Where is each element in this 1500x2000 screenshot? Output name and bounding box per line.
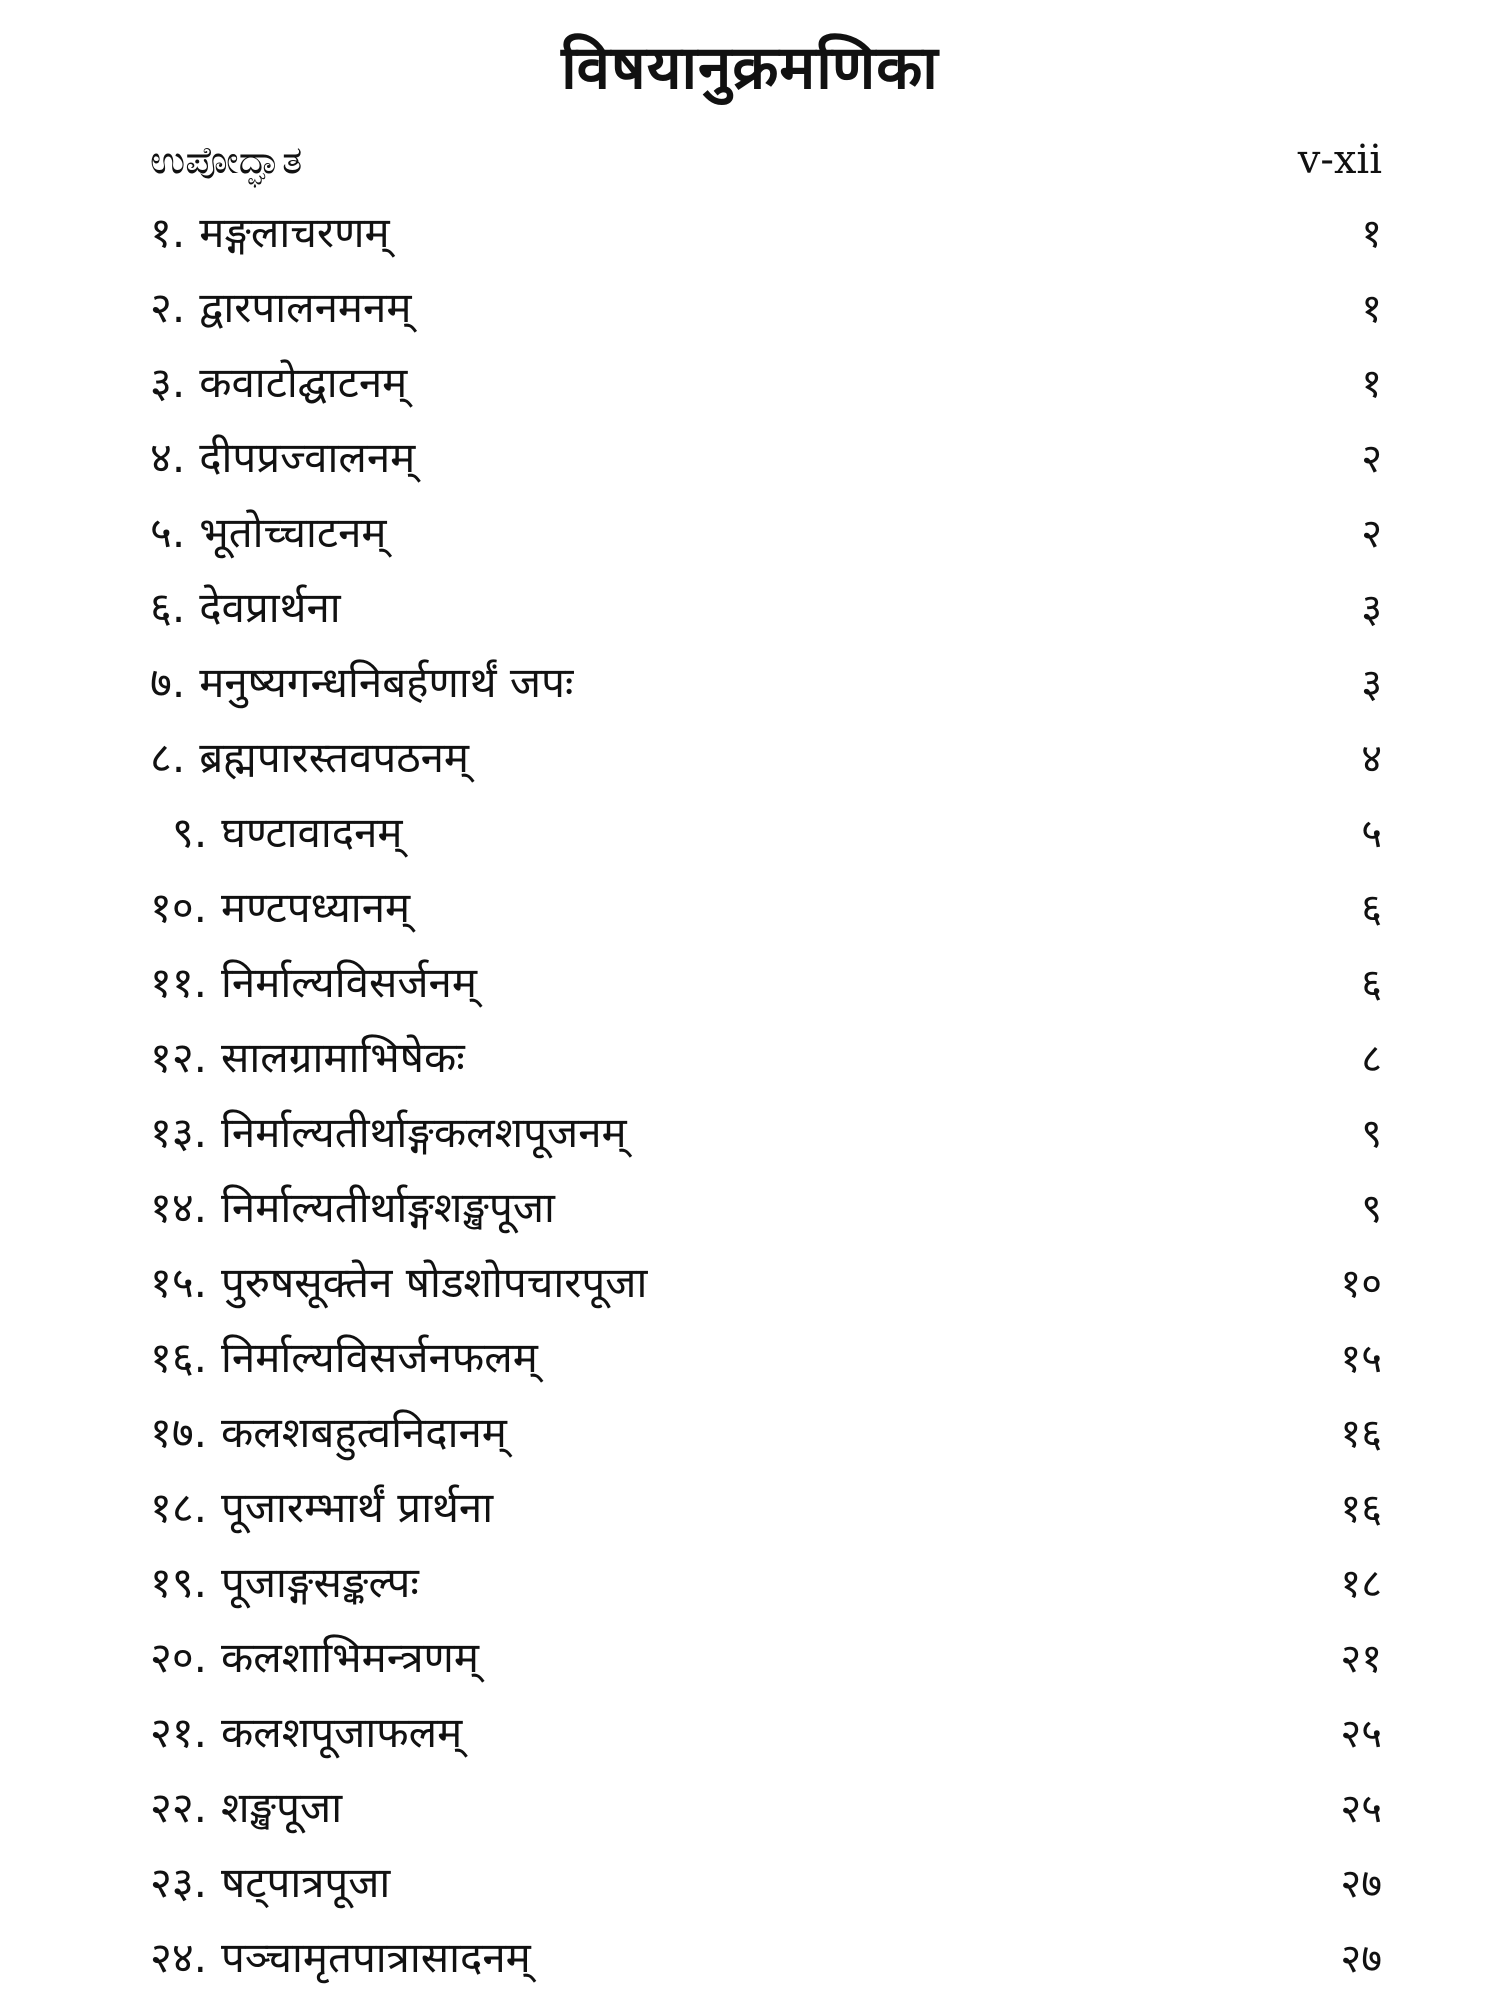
introduction-label: ಉಪೋದ್ಘಾತ (150, 138, 303, 182)
toc-row (150, 1395, 1382, 1470)
entry-number: १०. (150, 883, 208, 932)
entry-number: १. (150, 208, 186, 257)
toc-row (150, 1170, 1382, 1245)
entry-title: निर्माल्यविसर्जनफलम् (221, 1333, 538, 1382)
toc-row (150, 1770, 1382, 1845)
toc-entry (150, 645, 573, 720)
entry-title: कलशपूजाफलम् (221, 1708, 463, 1757)
toc-entry (150, 1920, 531, 1995)
toc-entry (150, 1320, 538, 1395)
entry-title: पञ्चामृतपात्रासादनम् (221, 1933, 531, 1982)
entry-number: २१. (150, 1708, 208, 1757)
entry-title: पूजाङ्गसङ्कल्पः (221, 1558, 419, 1607)
entry-page-number: १८ (1340, 1561, 1382, 1607)
toc-row (150, 1920, 1382, 1995)
entry-number: १९. (150, 1558, 208, 1607)
entry-number: ३. (150, 358, 186, 407)
entry-title: शङ्खपूजा (221, 1783, 343, 1832)
entry-number: १८. (150, 1483, 208, 1532)
entry-page-number: ४ (1361, 736, 1382, 782)
entry-title: मनुष्यगन्धनिबर्हणार्थं जपः (199, 658, 574, 707)
entry-title: निर्माल्यतीर्थाङ्गकलशपूजनम् (221, 1108, 627, 1157)
entry-title: कलशबहुत्वनिदानम् (221, 1408, 507, 1457)
entry-number: १४. (150, 1183, 208, 1232)
toc-row (150, 1545, 1382, 1620)
entry-page-number: २ (1361, 436, 1382, 482)
toc-entry (150, 270, 411, 345)
toc-entry (150, 870, 410, 945)
entry-title: कवाटोद्घाटनम् (199, 358, 408, 407)
toc-entry (150, 1395, 507, 1470)
toc-row (150, 1470, 1382, 1545)
entry-page-number: ९ (1361, 1111, 1382, 1157)
entry-page-number: ३ (1361, 586, 1382, 632)
toc-row-introduction (150, 125, 1382, 195)
entry-title: मङ्गलाचरणम् (199, 208, 390, 257)
entry-title: भूतोच्चाटनम् (199, 508, 387, 557)
table-of-contents (150, 125, 1382, 1995)
entry-page-number: १ (1361, 286, 1382, 332)
entry-number: १२. (150, 1033, 208, 1082)
toc-row (150, 1695, 1382, 1770)
entry-title: निर्माल्यतीर्थाङ्गशङ्खपूजा (221, 1183, 555, 1232)
toc-row (150, 270, 1382, 345)
toc-entry (150, 1470, 493, 1545)
toc-row (150, 1095, 1382, 1170)
entry-page-number: १ (1361, 361, 1382, 407)
toc-row (150, 720, 1382, 795)
entry-number: ९. (172, 808, 208, 857)
entry-page-number: २५ (1340, 1711, 1382, 1757)
entry-page-number: २१ (1340, 1636, 1382, 1682)
toc-entry (150, 795, 403, 870)
entry-page-number: १६ (1340, 1486, 1382, 1532)
entry-page-number: ६ (1361, 886, 1382, 932)
entry-title: सालग्रामाभिषेकः (221, 1033, 465, 1082)
entry-number: १५. (150, 1258, 208, 1307)
toc-row (150, 945, 1382, 1020)
toc-row (150, 795, 1382, 870)
entry-page-number: २ (1361, 511, 1382, 557)
entry-title: द्वारपालनमनम् (199, 283, 412, 332)
entry-page-number: ९ (1361, 1186, 1382, 1232)
entry-title: देवप्रार्थना (199, 583, 341, 632)
toc-entry (150, 1095, 627, 1170)
entry-number: १६. (150, 1333, 208, 1382)
entry-title: कलशाभिमन्त्रणम् (221, 1633, 480, 1682)
toc-entry (150, 1545, 419, 1620)
entry-number: २३. (150, 1858, 208, 1907)
entry-number: १३. (150, 1108, 208, 1157)
toc-entry (150, 570, 341, 645)
entry-page-number: १० (1340, 1261, 1382, 1307)
entry-title: ब्रह्मपारस्तवपठनम् (199, 733, 470, 782)
entry-page-number: १६ (1340, 1411, 1382, 1457)
toc-row (150, 1020, 1382, 1095)
toc-entry (150, 1620, 479, 1695)
introduction-page-range: v-xii (1297, 137, 1382, 183)
toc-row (150, 570, 1382, 645)
toc-entry (150, 420, 415, 495)
page-title: विषयानुक्रमणिका (561, 33, 939, 103)
toc-entry (150, 1020, 465, 1095)
entry-number: ८. (150, 733, 186, 782)
toc-entry (150, 495, 387, 570)
toc-entry (150, 1170, 555, 1245)
entry-number: ११. (150, 958, 208, 1007)
entry-number: ७. (150, 658, 186, 707)
entry-title: निर्माल्यविसर्जनम् (221, 958, 477, 1007)
entry-number: २०. (150, 1633, 208, 1682)
entry-page-number: १५ (1340, 1336, 1382, 1382)
entry-page-number: ५ (1361, 811, 1382, 857)
toc-entry (150, 1695, 462, 1770)
entry-title: षट्पात्रपूजा (221, 1858, 391, 1907)
entry-number: ६. (150, 583, 186, 632)
toc-entry (150, 195, 390, 270)
entry-page-number: २७ (1340, 1936, 1382, 1982)
entry-page-number: ८ (1361, 1036, 1382, 1082)
entry-number: २. (150, 283, 186, 332)
entry-number: ४. (150, 433, 186, 482)
entry-title: घण्टावादनम् (221, 808, 403, 857)
toc-entry (150, 1770, 342, 1845)
entry-title: दीपप्रज्वालनम् (199, 433, 416, 482)
entry-title: मण्टपध्यानम् (221, 883, 411, 932)
entry-page-number: १ (1361, 211, 1382, 257)
toc-row (150, 645, 1382, 720)
toc-row (150, 345, 1382, 420)
toc-entry-list (150, 195, 1382, 1995)
entry-page-number: २५ (1340, 1786, 1382, 1832)
toc-row (150, 870, 1382, 945)
entry-number: २४. (150, 1933, 208, 1982)
entry-number: २२. (150, 1783, 208, 1832)
toc-entry (150, 345, 407, 420)
toc-row (150, 1320, 1382, 1395)
toc-row (150, 1620, 1382, 1695)
entry-title: पूजारम्भार्थं प्रार्थना (221, 1483, 494, 1532)
entry-page-number: ६ (1361, 961, 1382, 1007)
toc-row (150, 420, 1382, 495)
toc-entry (150, 720, 469, 795)
toc-entry (150, 1245, 647, 1320)
toc-row (150, 495, 1382, 570)
entry-title: पुरुषसूक्तेन षोडशोपचारपूजा (221, 1258, 648, 1307)
toc-row (150, 195, 1382, 270)
toc-entry (150, 1845, 390, 1920)
entry-page-number: ३ (1361, 661, 1382, 707)
toc-entry (150, 945, 477, 1020)
entry-page-number: २७ (1340, 1861, 1382, 1907)
toc-row (150, 1245, 1382, 1320)
toc-row (150, 1845, 1382, 1920)
entry-number: ५. (150, 508, 186, 557)
entry-number: १७. (150, 1408, 208, 1457)
